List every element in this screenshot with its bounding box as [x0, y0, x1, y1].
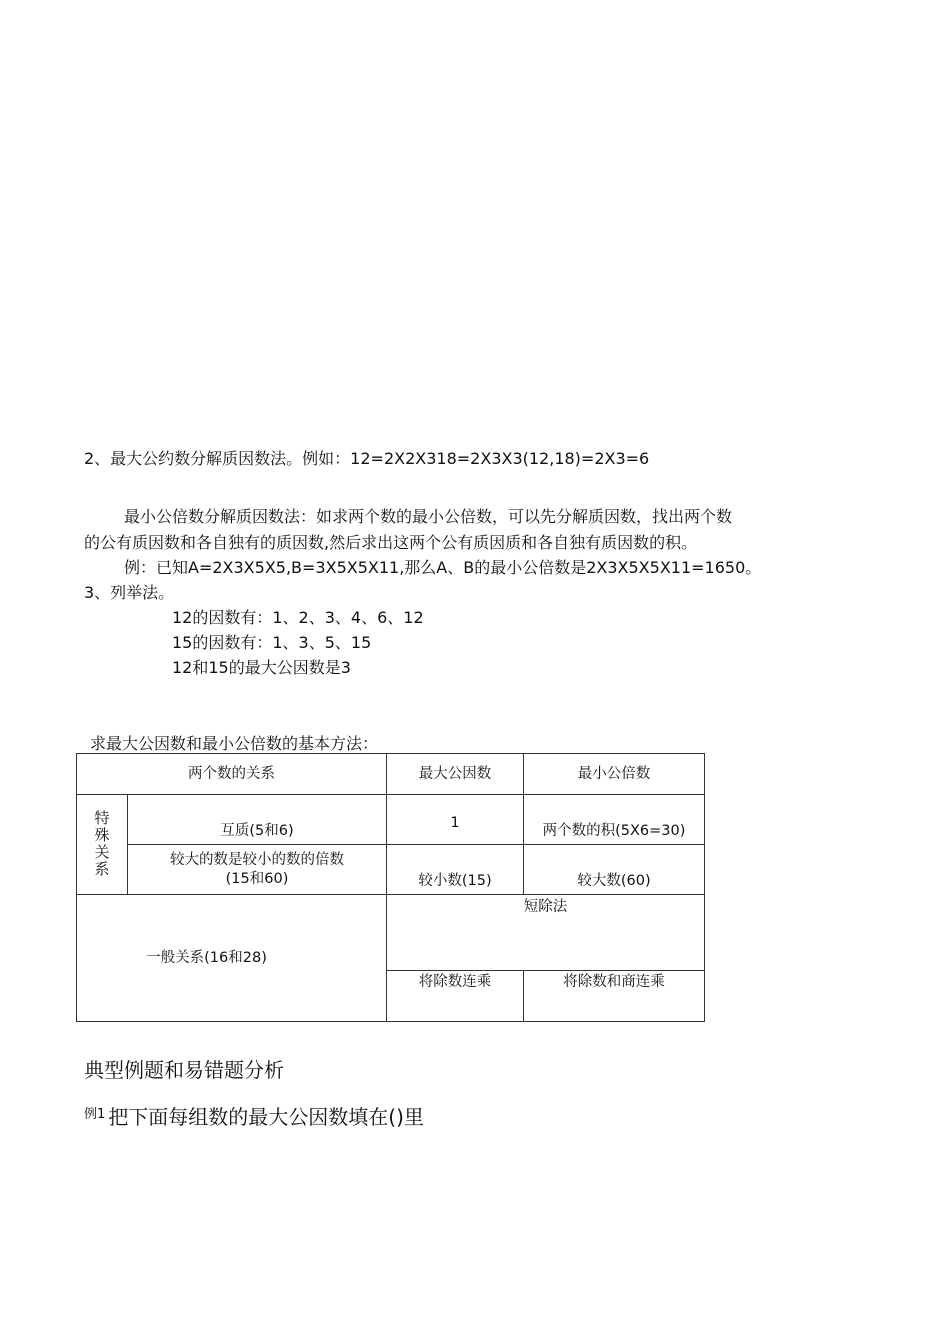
multiple-relation-example: (15和60)	[225, 871, 289, 887]
method2-gcd-line: 2、最大公约数分解质因数法。例如：12=2X2X318=2X3X3(12,18)=2X3=6	[84, 449, 650, 468]
coprime-lcm: 两个数的积(5X6=30)	[524, 795, 705, 845]
method2-lcm-line-2: 的公有质因数和各自独有的质因数,然后求出这两个公有质因质和各自独有质因数的积。	[84, 533, 698, 552]
example-text: 把下面每组数的最大公因数填在()里	[108, 1105, 424, 1129]
table-caption: 求最大公因数和最小公倍数的基本方法：	[90, 734, 379, 753]
methods-table	[76, 753, 705, 1022]
multiple-gcd: 较小数(15)	[387, 845, 524, 895]
gcd-result-line: 12和15的最大公因数是3	[172, 658, 351, 677]
header-relation: 两个数的关系	[77, 754, 387, 795]
coprime-relation: 互质(5和6)	[128, 795, 387, 845]
special-relation-label: 特殊关系	[94, 808, 110, 878]
example-number: 例1	[84, 1107, 106, 1122]
example-1	[84, 1105, 424, 1129]
multiple-relation	[128, 845, 387, 895]
method2-lcm-line-1: 最小公倍数分解质因数法：如求两个数的最小公倍数，可以先分解质因数，找出两个数	[124, 507, 733, 526]
multiple-relation-text: 较大的数是较小的数的倍数	[170, 852, 344, 868]
coprime-gcd: 1	[387, 795, 524, 845]
header-gcd: 最大公因数	[387, 754, 524, 795]
multiple-lcm: 较大数(60)	[524, 845, 705, 895]
lcm-example-line: 例：已知A=2X3X5X5,B=3X5X5X11,那么A、B的最小公倍数是2X3X5X5X11=1650。	[124, 558, 762, 577]
section-title: 典型例题和易错题分析	[84, 1058, 284, 1082]
short-division-method: 短除法	[387, 895, 705, 971]
factors-12-line: 12的因数有：1、2、3、4、6、12	[172, 608, 424, 627]
general-relation: 一般关系(16和28)	[77, 895, 387, 1022]
general-lcm: 将除数和商连乘	[524, 971, 705, 1022]
header-lcm: 最小公倍数	[524, 754, 705, 795]
factors-15-line: 15的因数有：1、3、5、15	[172, 633, 372, 652]
method3-heading: 3、列举法。	[84, 583, 175, 602]
special-relation-cell	[77, 795, 128, 895]
general-gcd: 将除数连乘	[387, 971, 524, 1022]
